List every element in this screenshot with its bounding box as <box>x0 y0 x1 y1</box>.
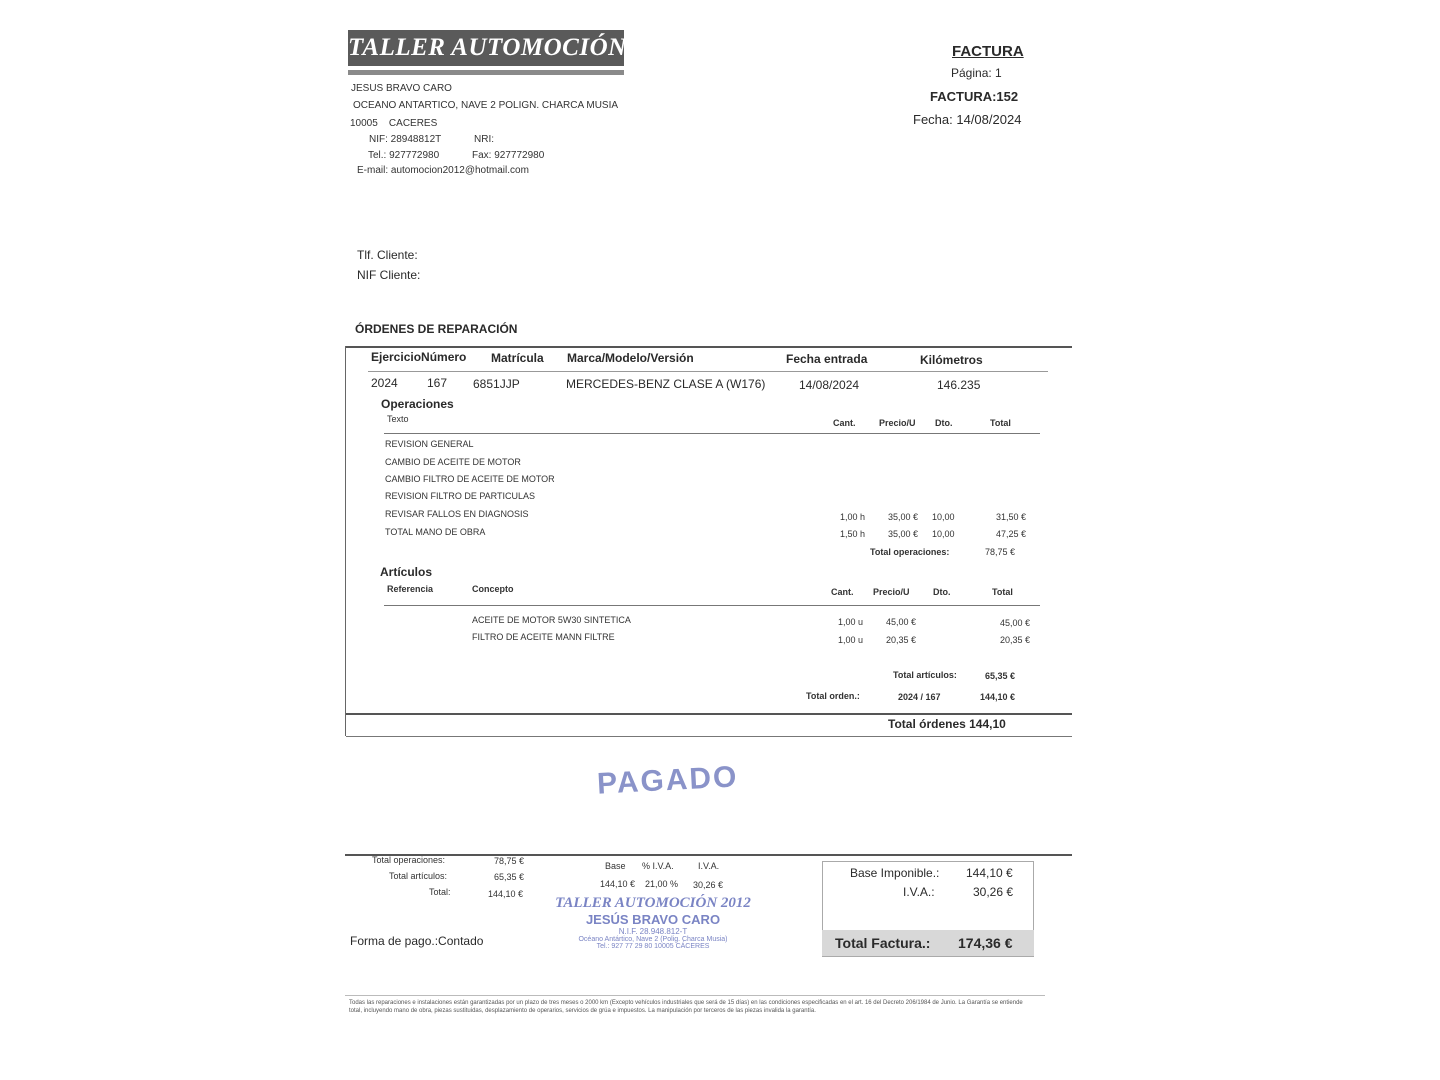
vat-col-pct: % I.V.A. <box>642 861 674 871</box>
op-line: TOTAL MANO DE OBRA <box>385 527 486 537</box>
op-total-value: 78,75 € <box>985 547 1016 557</box>
client-tel-label: Tlf. Cliente: <box>357 248 418 262</box>
company-fax: Fax: 927772980 <box>472 150 545 161</box>
col-fecha-entrada: Fecha entrada <box>786 352 868 366</box>
vat-row-iva: 30,26 € <box>693 880 724 890</box>
seal-line: Océano Antártico, Nave 2 (Polig. Charca Musia) <box>578 936 728 943</box>
seal-line: TALLER AUTOMOCIÓN 2012 <box>555 895 751 911</box>
orders-box <box>345 346 1072 736</box>
total-orden-ref: 2024 / 167 <box>898 692 941 702</box>
op-col-precio: Precio/U <box>879 418 916 428</box>
invoice-page: Página: 1 <box>951 66 1002 80</box>
footer-op-value: 78,75 € <box>494 856 525 866</box>
art-col-total: Total <box>992 587 1013 597</box>
art-col-cant: Cant. <box>831 587 854 597</box>
op-line: REVISAR FALLOS EN DIAGNOSIS <box>385 509 529 519</box>
row-ejercicio: 2024 <box>371 376 398 390</box>
col-ejercicio-numero: EjercicioNúmero <box>371 350 467 364</box>
col-matricula: Matrícula <box>491 351 544 365</box>
op-row-dto: 10,00 <box>932 529 955 539</box>
total-factura-value: 174,36 € <box>958 935 1013 951</box>
op-line: REVISION FILTRO DE PARTICULAS <box>385 491 536 501</box>
art-row-total: 45,00 € <box>1000 618 1031 628</box>
op-row-precio: 35,00 € <box>888 512 919 522</box>
invoice-title: FACTURA <box>952 43 1024 60</box>
operaciones-title: Operaciones <box>381 397 454 411</box>
base-imponible-value: 144,10 € <box>966 866 1013 880</box>
art-col-precio: Precio/U <box>873 587 910 597</box>
seal-line: JESÚS BRAVO CARO <box>585 912 721 927</box>
company-email: E-mail: automocion2012@hotmail.com <box>357 165 529 176</box>
op-line: CAMBIO FILTRO DE ACEITE DE MOTOR <box>385 474 555 484</box>
row-fecha: 14/08/2024 <box>799 378 860 392</box>
op-row-total: 47,25 € <box>996 529 1027 539</box>
seal-line: Tel.: 927 77 29 80 10005 CÁCERES <box>596 943 710 950</box>
invoice-date: Fecha: 14/08/2024 <box>913 112 1022 127</box>
op-line: CAMBIO DE ACEITE DE MOTOR <box>385 457 521 467</box>
footer-art-label: Total artículos: <box>389 871 448 881</box>
vat-col-iva: I.V.A. <box>698 861 720 871</box>
op-col-cant: Cant. <box>833 418 856 428</box>
op-row-total: 31,50 € <box>996 512 1027 522</box>
footer-art-value: 65,35 € <box>494 872 525 882</box>
op-row-precio: 35,00 € <box>888 529 919 539</box>
total-ordenes: Total órdenes 144,10 <box>888 717 1006 731</box>
invoice-number: FACTURA:152 <box>930 89 1019 104</box>
total-factura-label: Total Factura.: <box>835 935 931 951</box>
company-owner: JESUS BRAVO CARO <box>351 83 452 94</box>
art-total-value: 65,35 € <box>985 671 1016 681</box>
art-col-concepto: Concepto <box>472 584 514 594</box>
art-row-cant: 1,00 u <box>838 617 864 627</box>
art-col-ref: Referencia <box>387 584 434 594</box>
company-tel: Tel.: 927772980 <box>368 150 440 161</box>
row-km: 146.235 <box>937 378 981 392</box>
vat-row-pct: 21,00 % <box>645 879 679 889</box>
base-imponible-label: Base Imponible.: <box>850 866 940 880</box>
company-seal <box>548 895 758 950</box>
art-row-precio: 45,00 € <box>886 617 917 627</box>
orders-section-title: ÓRDENES DE REPARACIÓN <box>355 322 518 336</box>
art-total-label: Total artículos: <box>893 670 957 680</box>
client-nif-label: NIF Cliente: <box>357 268 421 282</box>
paid-stamp: PAGADO <box>596 760 740 801</box>
op-row-cant: 1,50 h <box>840 529 866 539</box>
art-row-concepto: ACEITE DE MOTOR 5W30 SINTETICA <box>472 615 631 625</box>
row-matricula: 6851JJP <box>473 377 520 391</box>
iva-label: I.V.A.: <box>903 885 935 899</box>
op-row-cant: 1,00 h <box>840 512 866 522</box>
company-city: 10005 CACERES <box>350 118 438 129</box>
legal-warranty-text: Todas las reparaciones e instalaciones están garantizadas por un plazo de tres meses o 2000 km (Excepto vehículos industriales que será de 15 días) en las condiciones especificadas en el art. 16 del Decreto 206/1984 de Junio. La Garantía se entiende total, incluyendo mano de obra, piezas sustituidas, desplazamiento de operarios, servicios de grúa e impuestos. La manipulación por terceros de las piezas invalida la garantía. <box>349 1000 1023 1014</box>
col-marca: Marca/Modelo/Versión <box>567 351 694 365</box>
iva-value: 30,26 € <box>973 885 1014 899</box>
op-row-dto: 10,00 <box>932 512 955 522</box>
articulos-title: Artículos <box>380 565 433 579</box>
art-row-total: 20,35 € <box>1000 635 1031 645</box>
total-orden-label: Total orden.: <box>806 691 860 701</box>
company-nri: NRI: <box>474 134 494 145</box>
forma-pago: Forma de pago.:Contado <box>350 934 484 948</box>
total-orden-value: 144,10 € <box>980 692 1016 702</box>
footer-op-label: Total operaciones: <box>372 855 446 865</box>
art-row-concepto: FILTRO DE ACEITE MANN FILTRE <box>472 632 615 642</box>
logo-underline <box>348 70 624 75</box>
op-total-label: Total operaciones: <box>870 547 950 557</box>
op-line: REVISION GENERAL <box>385 439 474 449</box>
company-logo: TALLER AUTOMOCIÓN 2012 <box>348 30 624 66</box>
row-numero: 167 <box>427 376 448 390</box>
vat-row-base: 144,10 € <box>600 879 636 889</box>
footer-total-label: Total: <box>429 887 451 897</box>
footer-total-value: 144,10 € <box>488 889 524 899</box>
company-nif: NIF: 28948812T <box>369 134 442 145</box>
op-col-total: Total <box>990 418 1011 428</box>
op-col-texto: Texto <box>387 414 409 424</box>
vat-col-base: Base <box>605 861 626 871</box>
op-col-dto: Dto. <box>935 418 953 428</box>
art-row-precio: 20,35 € <box>886 635 917 645</box>
row-marca: MERCEDES-BENZ CLASE A (W176) <box>566 377 766 391</box>
seal-line: N.I.F. 28.948.812-T <box>618 927 688 936</box>
art-row-cant: 1,00 u <box>838 635 864 645</box>
art-col-dto: Dto. <box>933 587 951 597</box>
company-address: OCEANO ANTARTICO, NAVE 2 POLIGN. CHARCA MUSIA <box>353 100 619 111</box>
col-kilometros: Kilómetros <box>920 353 983 367</box>
